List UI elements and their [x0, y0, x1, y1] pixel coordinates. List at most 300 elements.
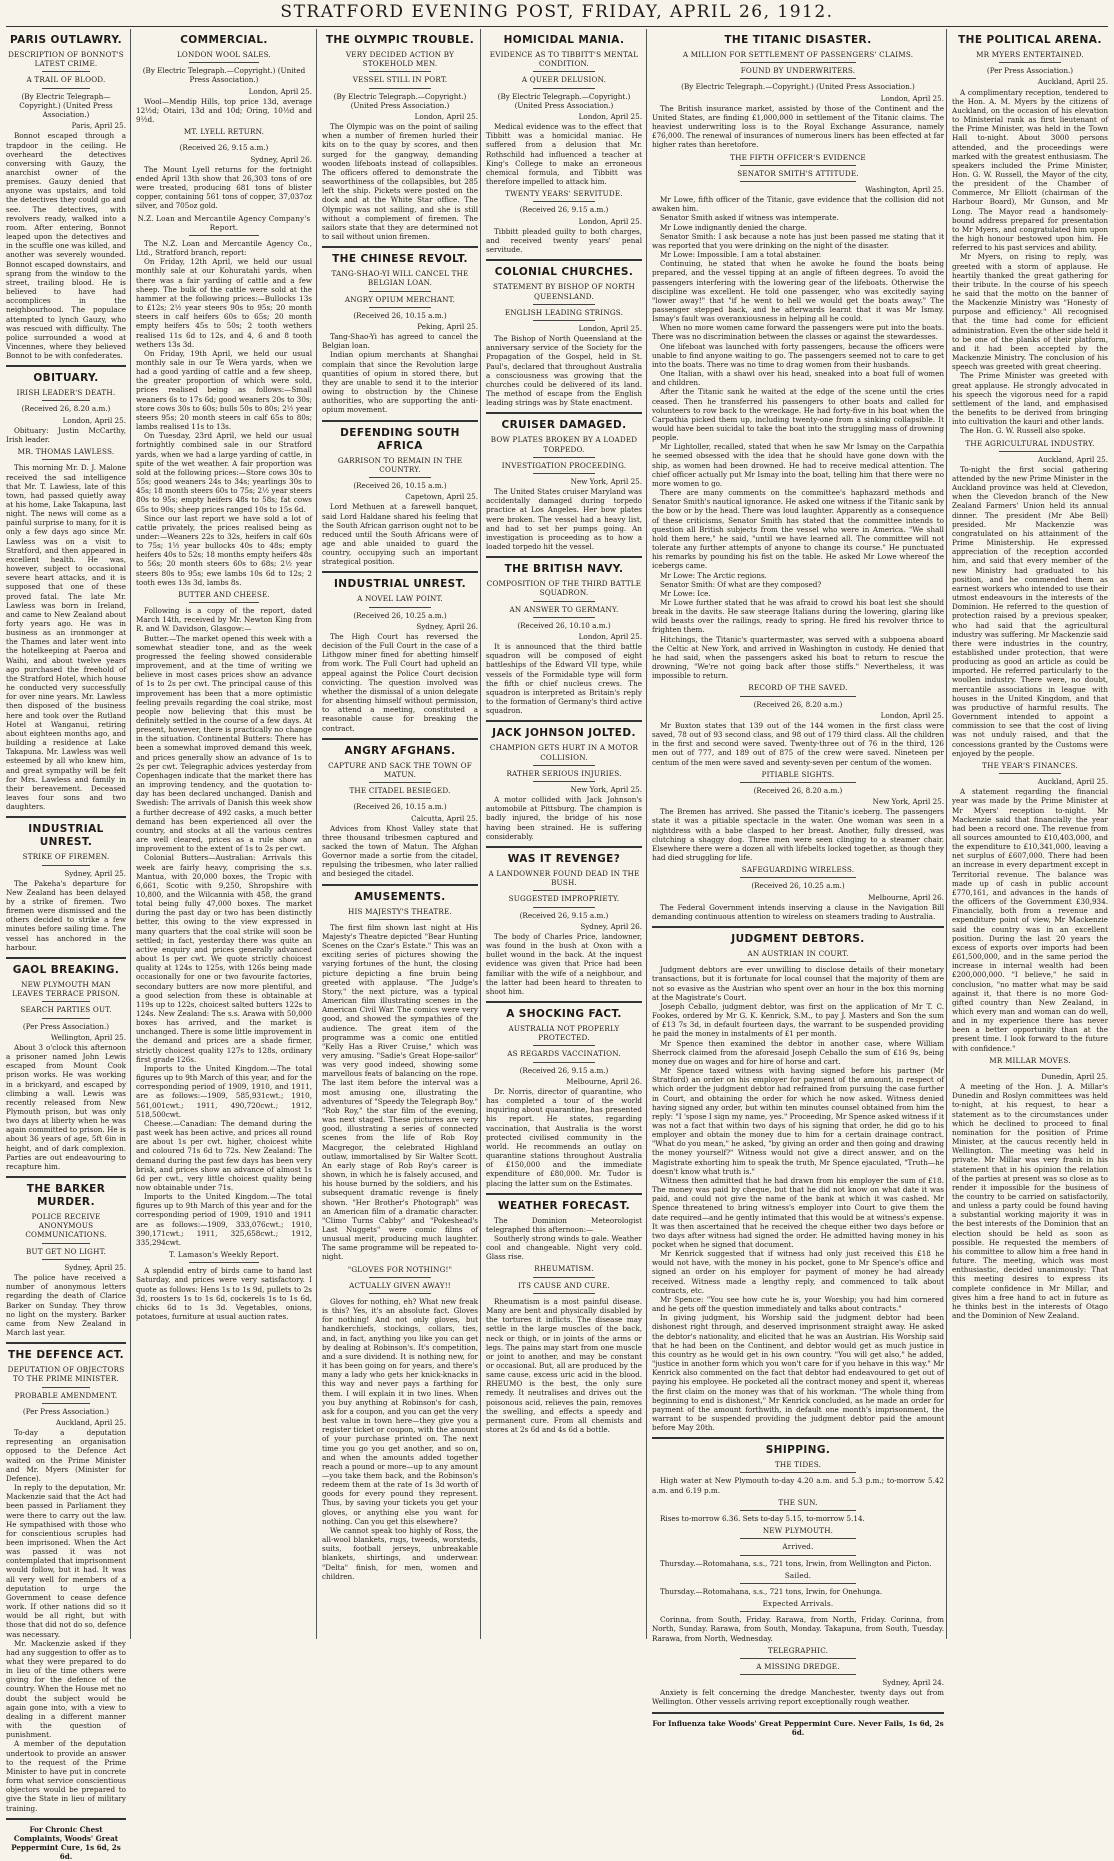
subheading-rule [533, 1293, 595, 1294]
article [136, 1250, 312, 1321]
article-subheading: FOUND BY UNDERWRITERS. [740, 66, 856, 76]
subheading-rule [369, 1293, 431, 1294]
article-subheading: N.Z. Loan and Mercantile Agency Company's Report. [137, 213, 311, 232]
article-paragraph: A motor collided with Jack Johnson's automobile at Pittsburg. The champion is badly injured, the bridge of his nose having been strained. He is suffering considerably. [486, 795, 642, 841]
article-paragraph: Thursday.—Rotomahana, s.s., 721 tons, Irwin, from Wellington and Picton. [660, 1558, 932, 1568]
subheading-rule [533, 907, 595, 908]
article-dateline: Melbourne, April 26. [868, 892, 944, 902]
subheading-rule [42, 1018, 90, 1019]
article-subheading: EVIDENCE AS TO TIBBITT'S MENTAL CONDITION. [489, 50, 639, 69]
article-subheading: AN AUSTRIAN IN COURT. [747, 949, 849, 959]
article-paragraph: Rises to-morrow 6.36. Sets to-day 5.15, to-morrow 5.14. [660, 1514, 865, 1523]
article-headline: WAS IT REVENGE? [507, 852, 621, 865]
article-source: (Received 26, 8.20 a.m.) [753, 699, 843, 709]
article-paragraph: Colonial Butters—Australian: Arrivals this week are fairly heavy, comprising the s.s. Mantua, with 20,000 boxes, the Tropic with 6,661, Scotic with 9,250, Shropshire with 10,800, and the Wilcannia with 458, the grand total being fully 47,000 boxes. The market during the past day or two has been distinctly better, this owing to the view expressed in many quarters that the coal strike will soon be settled; in fact, yesterday there was quite an active enquiry and prices generally advanced about 1s per cwt. We quote strictly choicest quality at 124s to 125s, with 126s being made occasionally for one or two favourite factories, secondary butters are now more plentiful, and a good selection from these is obtainable at 119s up to 122s, choicest salted butters 122s to 124s. New Zealand: The s.s. Arawa with 50,000 boxes has arrived, and the market is unchanged. There is some little improvement in the demand and prices are a shade firmer, strictly choicest quality 127s to 128s, ordinary first grade 126s. [136, 853, 312, 1064]
article-paragraph: A member of the deputation undertook to provide an answer to the request of the Prime Minister to have put in concrete form what service conscientious objectors would be prepared to give the State in lieu of military training. [6, 1739, 126, 1813]
subheading-rule [369, 607, 431, 608]
subheading-rule [189, 1262, 259, 1263]
article-paragraph: Senator Smith asked if witness was intemperate. [660, 213, 839, 223]
article-paragraph: On Friday, 12th April, we held our usual monthly sale at our Kohuratahi yards, when there was a fair yarding of cattle and a few sheep. The bulk of the cattle were sold at the hammer at the following prices:—Bullocks 13s to £12s; 2½ year steers 90s to 95s; 20 month steers in calf heifers 60s to 65s; 20 month empty heifers 45s to 50s; 2 tooth wethers realised 11s 6d to 12s, and 4, 6 and 8 tooth wethers 13s 3d. [136, 257, 312, 349]
subheading-rule [740, 877, 857, 878]
article-dateline: Sydney, April 26. [250, 154, 312, 164]
article-subheading: CAPTURE AND SACK THE TOWN OF MATUN. [328, 760, 472, 779]
article [6, 34, 126, 360]
article-paragraph: Continuing, he stated that when he awoke he found the boats being prepared, and the vessel tipping at an angle of fifteen degrees. To avoid the passengers interfering with the lowering gear of the lifeboats. Otherwise the discipline was excellent. He told one passenger, who was excitedly saying "lower away!" that "if he went to hell we would get the boats away." The passenger stepped back, and he afterwards learnt that it was Mr Ismay. Ismay's fault was overanxiousness in helping all he could. [652, 259, 944, 324]
subheading-rule [189, 139, 259, 140]
article-paragraph: Obituary: Justin McCarthy, Irish leader. [6, 425, 126, 444]
subheading-rule [533, 890, 595, 891]
article-subheading: THE FIFTH OFFICER'S EVIDENCE [730, 152, 866, 162]
article-paragraph: Mr Buxton states that 139 out of the 144 women in the first class were saved, 78 out of 93 second class, and 98 out of 179 third class. All the children in the first and second were saved. Twenty-three out of 76 in the third, 126 men out of 777, and 189 out of 875 of the crew were saved. Nineteen per centum of the men were saved and seventy-seven per centum of the women. [652, 720, 944, 767]
masthead-rule [6, 26, 1108, 27]
article [952, 34, 1108, 436]
article-subheading: THE CITADEL BESIEGED. [349, 786, 451, 796]
article [952, 439, 1108, 758]
article-source: (Received 26, 10.10 a.m.) [517, 620, 611, 630]
article-subheading: VESSEL STILL IN PORT. [352, 75, 448, 85]
article-separator [652, 1712, 944, 1714]
subheading-rule [189, 62, 259, 63]
article [652, 1437, 944, 1495]
subheading-rule [999, 62, 1061, 63]
article-subheading: TELEGRAPHIC. [767, 1645, 829, 1655]
article-dateline: Dunedin, April 25. [1041, 1071, 1108, 1081]
article-dateline: Paris, April 25. [71, 121, 126, 131]
article-paragraph: Imports to the United Kingdom.—The total figures up to 9th March of this year and for the corresponding period of 1909, 1910 and 1911 are as follows:—1909, 333,076cwt.; 1910, 390,171cwt.; 1911, 325,658cwt.; 1912, 335,294cwt. [136, 1192, 312, 1247]
article-subheading: ACTUALLY GIVEN AWAY!! [349, 1280, 451, 1290]
subheading-rule [369, 919, 431, 920]
article-subheading: RECORD OF THE SAVED. [748, 683, 848, 693]
article-source: (By Electric Telegraph.—Copyright.) (United Press Association.) [497, 91, 631, 110]
article-subheading: DEPUTATION OF OBJECTORS TO THE PRIME MINISTER. [7, 1365, 125, 1384]
article-dateline: Melbourne, April 26. [566, 1076, 642, 1086]
article-source: (Per Press Association.) [986, 66, 1074, 76]
article-paragraph: After the Titanic sank he waited at the edge of the scene until the cries ceased. Then he transferred his passengers to other boats and called for volunteers to row back to the wreckage. He had forty-five in his boat when the Carpathia picked them up, including twenty-one from a sinking collapsible. It would have been suicidal to take the boat into the struggling mass of drowning people. [652, 387, 944, 443]
article [652, 1646, 944, 1707]
article-headline: THE POLITICAL ARENA. [958, 34, 1102, 46]
article-subheading: AUSTRALIA NOT PROPERLY PROTECTED. [508, 1024, 620, 1043]
article [486, 556, 642, 715]
article [322, 1265, 478, 1581]
article-subheading: DESCRIPTION OF BONNOT'S LATEST CRIME. [8, 50, 124, 69]
article-separator [322, 738, 478, 740]
article-source: (Per Press Association.) [22, 1021, 110, 1031]
article-subheading: ANGRY OPIUM MERCHANT. [344, 294, 456, 304]
article-subheading: THE TIDES. [774, 1460, 822, 1470]
article-paragraph: It is announced that the third battle squadron will be composed of eight battleships of the Edward VII type, while vessels of the Formidable type will form the fifth or chief nucleus crews. The squadron is interpreted as Britain's reply to the formation of Germany's third active squadron. [486, 642, 642, 716]
article-source: (Received 26, 9.15 a.m.) [519, 1065, 609, 1075]
subheading-rule [42, 1001, 90, 1002]
article-dateline: New York, April 25. [570, 785, 642, 794]
article-paragraph: There are many comments on the committee's haphazard methods and Senator Smith's nautical ignorance. He asked one witness if the Titanic sank by the bow or by the head. There was loud laughter. Apparently as a consequence of these criticisms, Senator Smith has stated that the committee intends to question all British subjects from the vessel who were in America. "We shall hold them here," he said, "until we have learned all. The committee will not tolerate any further attempts of anyone to change its course." He punctuated his remarks by pounding his fist on the table. He asked Mr Lowe whereof the icebergs came. [652, 488, 944, 571]
column-4 [486, 29, 642, 1639]
article-source: (By Electric Telegraph.—Copyright.) (United Press Association.) [142, 66, 306, 85]
article-separator [6, 1342, 126, 1344]
article-source: (Per Press Association.) [22, 1406, 110, 1416]
article [486, 1001, 642, 1188]
subheading-rule [533, 601, 595, 602]
subheading-rule [533, 617, 595, 618]
article [486, 34, 642, 186]
article-paragraph: Senator Smith: Of what are they composed? [660, 579, 822, 589]
article-paragraph: Lord Methuen at a farewell banquet, said Lord Haldane shared his feeling that the South African garrison ought not to be reduced until the South Africans were of age and able unaided to guard the country, occupying such an important strategical position. [322, 502, 478, 567]
article-paragraph: Cheese.—Canadian: The demand during the past week has been active, and prices all round are about 1s per cwt. higher, choicest white and coloured 71s 6d to 72s. New Zealand: The demand during the past few days has been very brisk, and prices show an advance of almost 1s 6d per cwt., very little choicest quality being now obtainable under 71s. [136, 1118, 312, 1192]
article-subheading: MT. LYELL RETURN. [183, 127, 265, 137]
subheading-rule [740, 165, 857, 166]
article-dateline: London, April 25. [578, 216, 642, 226]
article-source: (By Electric Telegraph.—Copyright.) (United Press Association.) [681, 82, 915, 92]
article-subheading: NEW PLYMOUTH. [762, 1526, 834, 1536]
column-6 [952, 29, 1108, 1639]
subheading-rule [369, 1277, 431, 1278]
article-paragraph: The Mount Lyell returns for the fortnight ended April 13th show that 26,303 tons of ore were treated, producing 681 tons of blister copper, containing 561 tons of copper, 37,037oz silver, and 705oz gold. [136, 164, 312, 211]
subheading-rule [740, 696, 857, 697]
subheading-rule [740, 961, 857, 962]
subheading-rule [42, 865, 90, 866]
article-separator [322, 420, 478, 422]
article-separator [652, 1437, 944, 1439]
article-paragraph: Mr Spence taxed witness with having signed before his partner (Mr Stratford) an order on his employer for payment of the amount, in respect of which order the judgment debtor had refrained from pursuing the case further in Court, and obtaining the order for which he now asked. Witness denied having signed any order, but within ten minutes counsel obtained from him the reply: "I 'spose I sign my name, yes." Proceeding, Mr Spence asked witness if it was not a fact that within two days of his signing that order, he did go to his employer and obtain the money due to him for a certain drainage contract. "What do you mean," he asked, "by giving an order and then going and drawing the money yourself?" Witness would not give a direct answer, and on the Magistrate exhorting him to speak the truth, Mr Spence ejaculated, "Truth—he doesn't know what truth is." [652, 1066, 944, 1176]
article-paragraph: The Hon. G. W. Russell also spoke. [960, 426, 1086, 436]
subheading-rule [533, 201, 595, 202]
article [486, 1264, 642, 1434]
article-paragraph: A splendid entry of birds came to hand last Saturday, and prices were very satisfactory. I quote as follows: Hens 1s to 1s 9d, pullets to 2s 3d, roosters 1s to 1s 6d, cockerels 1s to 1s 6d, chicks 6d to 1s 3d. Vegetables, onions, potatoes, furniture at usual auction rates. [136, 1266, 312, 1322]
article-separator [6, 1818, 126, 1820]
masthead: STRATFORD EVENING POST, FRIDAY, APRIL 26, 1912. [280, 2, 834, 22]
article-paragraph: The British insurance market, assisted by those of the Continent and the United States, are finding £1,000,000 in settlement of the Titanic claims. The heaviest underwriting loss is to the Royal Exchange Assurance, namely £76,000. The renewal of insurances of numerous liners has been effected at far higher rates than heretofore. [652, 103, 944, 150]
article-subheading: STATEMENT BY BISHOP OF NORTH QUEENSLAND. [493, 282, 635, 301]
article-subheading: ITS CAUSE AND CURE. [518, 1280, 610, 1290]
article-headline: JACK JOHNSON JOLTED. [492, 727, 636, 740]
article-source: (Received 26, 8.20 a.m.) [753, 785, 843, 795]
article [322, 884, 478, 1262]
article-headline: THE BARKER MURDER. [26, 1183, 106, 1209]
article-paragraph: The Federal Government intends inserving a clause in the Navigation Bill demanding continuous attention to wireless on steamers trading to Australia. [652, 902, 944, 921]
subheading-rule [533, 473, 595, 474]
article-paragraph: We cannot speak too highly of Ross, the all-wool blankets, rugs, tweeds, worsteds, suits, football jerseys, unbreakable blankets, shirtings, and underwear. "Delta" finish, for men, women and children. [322, 1525, 478, 1581]
article-source: (Received 26, 10.25 a.m.) [353, 610, 447, 620]
article-dateline: Sydney, April 25. [64, 868, 126, 878]
article-paragraph: The Dominion Meteorologist telegraphed this afternoon:— [486, 1215, 642, 1234]
article [952, 761, 1108, 1053]
subheading-rule [189, 235, 259, 236]
column-5 [652, 29, 944, 1737]
article-headline: AMUSEMENTS. [354, 890, 446, 903]
article-source: (Received 26, 10.15 a.m.) [353, 802, 447, 812]
article-paragraph: One lifeboat was launched with forty passengers, because the officers were unable to find anyone waiting to go. The passengers seemed not to care to get into the boats. There was no time to drag women from their husbands. [652, 341, 944, 369]
article-headline: HOMICIDAL MANIA. [503, 34, 625, 46]
article [136, 127, 312, 210]
article-subheading: PITIABLE SIGHTS. [761, 769, 835, 779]
article-source: (Received 26, 10.15 a.m.) [353, 480, 447, 490]
subheading-rule [740, 181, 857, 182]
article-headline: OBITUARY. [33, 372, 99, 385]
article-paragraph: The first film shown last night at His Majesty's Theatre depicted "Bear Hunting Scenes on the Czar's Estate." This was an exciting series of pictures showing the varying fortunes of the hunt, the closing picture depicting a fine bruin being greeted with applause. "The Judge's Story," the next picture, was a typical American film illustrating scenes in the American Civil War. The comics were very good, and showed the sympathies of the audience. The great item of the programme was a comic one entitled "Kelly Has a River Cruise," which was very amusing. "Sadie's Great Hope-sailor" was very good indeed, showing some marvellous feats of balancing on the rope. The last item before the interval was a most amusing one, illustrating the adventures of "Speedy the Telegraph Boy." "Rob Roy," the star film of the evening, was next staged. These pictures are very good, illustrating a series of connected scenes from the life of Rob Roy Macgregor, the celebrated Highland outlaw, immortalised by Sir Walter Scott. An early stage of Rob Roy's career is shown, in which he is falsely accused, and his house burned by the soldiers, and his subsequent dramatic revenge is finely shown. "Her Brother's Photograph" was an American film of a dramatic character. "Climo Turns Cabby" and "Pokeshead's Last Nuggets" were comic films of unusual merit, producing much laughter. The same programme will be repeated to-night. [322, 922, 478, 1262]
article-subheading: AN ANSWER TO GERMANY. [509, 604, 619, 614]
article-paragraph: Mr Spence then examined the debtor in another case, where William Sherrock claimed from the aforesaid Joseph Ceballo the sum of £16 9s, being money due on wages and for hire of horse and cart. [652, 1038, 944, 1066]
article [6, 816, 126, 952]
article-dateline: Calcutta, April 25. [411, 813, 478, 823]
article-dateline: Sydney, April 24. [882, 1678, 944, 1688]
article-subheading: MR MYERS ENTERTAINED. [976, 50, 1084, 59]
subheading-rule [740, 1538, 857, 1539]
column-1 [6, 29, 126, 1861]
article-source: (Received 26, 10.15 a.m.) [353, 310, 447, 320]
article-subheading: MR. THOMAS LAWLESS. [17, 447, 115, 457]
article-separator [486, 720, 642, 722]
article-subheading: THE YEAR'S FINANCES. [982, 760, 1078, 770]
article-separator [6, 816, 126, 818]
subheading-rule [740, 1555, 857, 1556]
article [322, 246, 478, 414]
article-headline: A SHOCKING FACT. [506, 1008, 622, 1020]
article-separator [486, 556, 642, 558]
article-dateline: London, April 25. [578, 323, 642, 333]
article-dateline: London, April 25. [880, 93, 944, 103]
article-subheading: SAFEGUARDING WIRELESS. [741, 865, 855, 875]
article-separator [322, 246, 478, 248]
article-subheading: T. Lamason's Weekly Report. [169, 1250, 279, 1260]
article [652, 1571, 944, 1596]
subheading-rule [533, 1062, 595, 1063]
article-paragraph: Dr. Norris, director of quarantine, who has completed a tour of the world inquiring about quarantine, has presented his report. He states, regarding vaccination, that Australia is the worst protected civilised community in the world. He recommends an outlay on quarantine stations throughout Australia of £150,000 and the immediate expenditure of £80,000. Mr. Tudor is placing the latter sum on the Estimates. [486, 1086, 642, 1188]
article-paragraph: On Tuesday, 23rd April, we held our usual fortnightly combined sale in our Stratford yards, when we had a large yarding of cattle, in spite of the wet weather. A fair proportion was sold at the following prices:—Store cows 30s to 55s; good weaners 24s to 34s; yearlings 30s to 45s; 18 month steers 60s to 75s; 2½ year steers 80s to 95s; empty heifers 48s to 58s; fat cows 65s to 90s; sheep prices ranged 10s to 15s 6d. [136, 431, 312, 514]
article-paragraph: Tang-Shao-Yi has agreed to cancel the Belgian loan. [322, 332, 478, 351]
article-headline: INDUSTRIAL UNREST. [28, 823, 104, 849]
article-subheading: IRISH LEADER'S DEATH. [16, 388, 116, 398]
article [136, 590, 312, 1247]
article-paragraph: Mr Lowe: Impossible. I am a total abstainer. [660, 250, 822, 260]
article-paragraph: Indian opium merchants at Shanghai complain that since the Revolution large quantities of opium in stored there, but they are unable to send it to the interior owing to obstruction by the Chinese authorities, who are supporting the anti-opium movement. [322, 350, 478, 415]
article-subheading: Sailed. [784, 1570, 812, 1580]
article-subheading: STRIKE OF FIREMEN. [22, 852, 110, 862]
article-subheading: Arrived. [782, 1542, 814, 1552]
article-paragraph: The Bishop of North Queensland at the anniversary service of the Society for the Propagation of the Gospel, held in St. Paul's, declared that throughout Australia a consciousness was growing that the churches could be delivered of its land. The method of escape from the English leading strings was by State enactment. [486, 334, 642, 408]
article-paragraph: Advices from Khost Valley state that three thousand tribesmen captured and sacked the town of Matun. The Afghan Governor made a sortie from the citadel, repulsing the tribesmen, who later rallied and besieged the citadel. [322, 823, 478, 879]
article-headline: COMMERCIAL. [180, 34, 268, 46]
article-paragraph: Rheumatism is a most painful disease. Many are bent and physically disabled by the tortures it inflicts. The disease may settle in the large muscles of the back, neck or thigh, or in joints of the arms or legs. The pains may start from one muscle or joint to another, and may be constant or occasional. But, all are produced by the same cause, excess uric acid in the blood. RHEUMO is the best, the only sure remedy. It neutralises and drives out the poisonous acid, relieves the pain, removes the swelling, and effects a speedy and permanent cure. From all chemists and stores at 2s 6d and 4s 6d a bottle. [486, 1296, 642, 1435]
article-paragraph: Judgment debtors are ever unwilling to disclose details of their monetary transactions, but it is fortunate for local counsel that the majority of them are not so evasive as the Austrian who spent over an hour in the box this morning at the Magistrate's Court. [652, 965, 944, 1002]
subheading-rule [740, 782, 857, 783]
article-subheading: SEARCH PARTIES OUT. [20, 1005, 112, 1015]
article-headline: THE CHINESE REVOLT. [332, 253, 468, 266]
subheading-rule [740, 1658, 857, 1659]
article-dateline: Washington, April 25. [865, 184, 944, 194]
article-source: (Received 26, 8.20 a.m.) [21, 404, 111, 414]
subheading-rule [369, 798, 431, 799]
article-separator [6, 957, 126, 959]
article-dateline: Auckland, April 25. [1037, 777, 1108, 787]
subheading-rule [533, 1045, 595, 1046]
subheading-rule [369, 782, 431, 783]
article-subheading: SUGGESTED IMPROPRIETY. [508, 894, 620, 904]
article-dateline: Auckland, April 25. [55, 1417, 126, 1427]
article [322, 34, 478, 241]
article-subheading: A TRAIL OF BLOOD. [26, 75, 106, 85]
article-headline: THE DEFENCE ACT. [7, 1349, 125, 1362]
article-dateline: Auckland, April 25. [1037, 77, 1108, 87]
article-dateline: Wellington, April 25. [50, 1032, 126, 1042]
article-dateline: Auckland, April 25. [1037, 454, 1108, 464]
subheading-rule [369, 477, 431, 478]
article-paragraph: Thursday.—Rotomahana, s.s., 721 tons, Irwin, for Onehunga. [660, 1586, 883, 1596]
article-paragraph: On Friday, 19th April, we held our usual monthly sale in our Te Wera yards, when we had a good yarding of cattle and a few sheep, the greater proportion of which were sold, prices realised being as follows:—Small weaners 6s to 17s 6d; good weaners 20s to 30s; store cows 30s to 60s; bulls 50s to 80s; 2½ year steers 95s; 20 month steers in calf 65s to 80s; lambs realised 11s to 13s. [136, 348, 312, 432]
subheading-rule [42, 88, 90, 89]
article-headline: INDUSTRIAL UNREST. [333, 578, 466, 591]
article-paragraph: Mr Lowe: Ice. [660, 588, 711, 598]
subheading-rule [999, 451, 1061, 452]
article-paragraph: The N.Z. Loan and Mercantile Agency Co., Ltd., Stratford branch, report: [136, 238, 312, 258]
subheading-rule [533, 304, 595, 305]
article-source: (Received 26, 9.15 a.m.) [519, 205, 609, 215]
article [952, 1056, 1108, 1320]
subheading-rule [42, 459, 90, 460]
article-headline: WEATHER FORECAST. [497, 1199, 631, 1212]
article-paragraph: The High Court has reversed the decision of the Full Court in the case of a Lithgow miner fined for abetting himself from work. The Full Court had upheld an appeal against the Police Court decision convicting. The question involved was whether the dismissal of a union delegate for absenting himself without permission, to attend a meeting, constituted a reasonable cause for breaking the contract. [322, 632, 478, 733]
article-paragraph: One Italian, with a shawl over his head, sneaked into a boat full of women and children. [652, 369, 944, 388]
article-paragraph: High water at New Plymouth to-day 4.20 a.m. and 5.3 p.m.; to-morrow 5.42 a.m. and 6.19 p.m. [652, 1476, 944, 1495]
article-separator [6, 365, 126, 367]
article-paragraph: Mr Lowe, fifth officer of the Titanic, gave evidence that the collision did not awaken him. [652, 195, 944, 214]
subheading-rule [42, 1403, 90, 1404]
article-paragraph: Tibbitt pleaded guilty to both charges, and received twenty years' penal servitude. [486, 226, 642, 255]
article-source: (Received 26, 10.25 a.m.) [751, 881, 845, 891]
article-paragraph: Gloves for nothing, eh? What new freak is this? Yes, it's an absolute fact. Gloves for nothing! And not only gloves, but handkerchiefs, stockings, collars, ties, and, in fact, anything you like you can get by dealing at Robinson's. It's competition, and a sure dividend. It is nothing new, for it has been going on for years, and there's many a lady who gets her knick-knacks in this way and never pays a farthing for them. I will explain it in two lines. When you buy anything at Robinson's for cash, ask for a coupon, and you can get the very best value in town here—they give you a register ticket or coupon, with the amount of your purchase printed on. The next time you go you get another, and so on, and when the amounts added together reach a pound or more—up to any amount—you take them back, and the Robinson's redeem them at the rate of 1s 3d worth of goods for every pound they represent. Thus, by saving your tickets you get your gloves, or anything else you want for nothing. Can you get this elsewhere? [322, 1297, 478, 1526]
article-headline: SHIPPING. [765, 1444, 831, 1457]
article [136, 34, 312, 124]
footer-advertisement: For Influenza take Woods' Great Peppermint Cure. Never Fails, 1s 6d, 2s 6d. [652, 1718, 944, 1737]
subheading-rule [533, 71, 595, 72]
article-paragraph: To-day a deputation representing an organisation opposed to the Defence Act waited on the Prime Minister and Mr. Myers (Minister for Defence). [6, 1428, 126, 1483]
article [322, 738, 478, 879]
article-subheading: PROBABLE AMENDMENT. [14, 1390, 118, 1400]
article-subheading: RATHER SERIOUS INJURIES. [506, 768, 622, 778]
article-subheading: BOW PLATES BROKEN BY A LOADED TORPEDO. [490, 435, 638, 454]
subheading-rule [740, 1583, 857, 1584]
article [6, 1176, 126, 1337]
article-paragraph: Following is a copy of the report, dated March 14th, received by Mr. Newton King from R. and W. Davidson, Glasgow:— [136, 606, 312, 634]
article-separator [486, 259, 642, 261]
article-paragraph: Bonnot escaped through a trapdoor in the ceiling. He overheard the detectives conversing with Gauzy, the anarchist owner of the premises. Gauzy denied that anyone was upstairs, and told the detectives they could go and see. The detectives, with revolvers ready, walked into a room. After entering, Bonnot leaped upon the detectives and in the scuffle one was killed, and another was severely wounded. Bonnot escaped downstairs, and sprang from the window to the street, trailing blood. He is believed to have had accomplices in the neighbourhood. The populace attempted to lynch Gauzy, who was rescued with difficulty. The police surrounded a wood at Vincennes, where they believed Bonnot to be with confederates. [6, 131, 126, 361]
article-subheading: HIS MAJESTY'S THEATRE. [348, 906, 452, 916]
subheading-rule [533, 1277, 595, 1278]
article-paragraph: Mr Lowe further stated that he was afraid to crowd his boat lest she should break in the davits. He saw steerage Italians during the lowering, glaring like wild beasts over the railings, ready to spring. He fired his revolver thrice to frighten them. [652, 597, 944, 635]
article-source: (By Electric Telegraph—Copyright.) (United Press Association.) [19, 91, 113, 120]
footer-advertisement: For Chronic Chest Complaints, Woods' Great Peppermint Cure, 1s 6d, 2s 6d. [11, 1824, 121, 1861]
article-headline: PARIS OUTLAWRY. [10, 34, 122, 46]
article [652, 683, 944, 766]
article [652, 1526, 944, 1568]
subheading-rule [533, 88, 595, 89]
article-dateline: Sydney, April 25. [64, 1262, 126, 1272]
article-subheading: VERY DECIDED ACTION BY STOKEHOLD MEN. [345, 50, 455, 69]
article-dateline: London, April 25. [578, 631, 642, 641]
article-paragraph: Mr Lowe: The Arctic regions. [660, 570, 767, 580]
subheading-rule [740, 78, 857, 79]
article-subheading: THE SUN. [778, 1497, 818, 1507]
article [652, 926, 944, 1432]
article-paragraph: When no more women came forward the passengers were put into the boats. There was no discrimination between the classes or against the stewardesses. [652, 323, 944, 342]
article-paragraph: Southerly strong winds to gale. Weather cool and changeable. Night very cold. Glass rise. [486, 1234, 642, 1262]
article-subheading: ENGLISH LEADING STRINGS. [504, 307, 624, 317]
article-subheading: A NOVEL LAW POINT. [357, 594, 443, 604]
article-subheading: BUTTER AND CHEESE. [178, 589, 270, 599]
article-paragraph: A complimentary reception, tendered to the Hon. A. M. Myers by the citizens of Auckland, on the occasion of his elevation to Ministerial rank as first lieutenant of the Prime Minister, was held in the Town Hall to-night. About 3000 persons attended, and the proceedings were marked with the greatest enthusiasm. The speakers included the Prime Minister, Hon. G. W. Russell, the Mayor of the city, the president of the Chamber of Commerce, Mr Elliott (chairman of the Harbour Board), Mr Gunson, and Mr Long. The Mayor read a handsomely-bound address prepared for presentation to Mr Myers, and congratulated him upon the high honour bestowed upon him. He referred to his past services and ability. [952, 87, 1108, 253]
subheading-rule [740, 1674, 857, 1675]
subheading-rule [533, 781, 595, 782]
article-headline: COLONIAL CHURCHES. [494, 266, 634, 279]
article-subheading: Expected Arrivals. [762, 1599, 834, 1609]
article [652, 34, 944, 150]
subheading-rule [740, 62, 857, 63]
article-paragraph: To-night the first social gathering attended by the new Prime Minister in the Auckland province was held at Clevedon, when the Clevedon branch of the New Zealand Farmers' Union held its annual dinner. The president (Mr Abe Bell) presided. Mr Mackenzie was congratulated on his attainment of the Prime Ministership. He expressed appreciation of the reception accorded him, and said that every member of the new Ministry had graduated to his position, and he commended them as earnest workers who intended to use their utmost endeavours in the interests of the Dominion. He referred to the question of protection raised by a previous speaker, who had said that the agricultural industry was suffering. Mr Mackenzie said there were industries in the country, established under protection, that were producing as good an article as could be imported. He referred particularly to the woollen industry. There were, no doubt, mercantile associations in league with houses in the United Kingdom, and that was productive of harmful results. The Government intended to appoint a commission to see that the cost of living was not unduly raised, and that the concessions granted by the Customs were enjoyed by the people. [952, 464, 1108, 758]
article-paragraph: Corinna, from South, Friday. Rarawa, from North, Friday. Corinna, from North, Sunday. Rarawa, from South, Monday. Takapuna, from South, Tuesday. Rarawa, from North, Wednesday. [652, 1615, 944, 1643]
article-source: (By Electric Telegraph.—Copyright.) (United Press Association.) [333, 91, 467, 110]
article-paragraph: The police have received a number of anonymous letters regarding the death of Clarice Barker on Sunday. They throw no light on the mystery. Barker came from New Zealand in March last year. [6, 1273, 126, 1337]
article-paragraph: Mr Lowe indignantly denied the charge. [660, 222, 807, 232]
article [486, 720, 642, 841]
article-subheading: RHEUMATISM. [534, 1264, 594, 1274]
article [6, 365, 126, 444]
article-paragraph: Witness then admitted that he had drawn from his employer the sum of £18. The money was paid by cheque, but that he did not know on what date it was paid, and could not give the name of the bank at which it was cashed. Mr Spence threatened to bring witness's employer into Court to give them the date required—and he gently intimated that this would be at witness's expense. It was then ascertained that he received the cheque either two days before or two days after witness had signed the order. He admitted having money in his pocket when he signed that document. [652, 1175, 944, 1249]
article-paragraph: The Prime Minister was greeted with great applause. He strongly advocated in his speech the vigorous need for a rapid settlement of the land, and emphasised the benefits to be derived from bringing into cultivation the kauri and other lands. [952, 371, 1108, 427]
article-dateline: New York, April 25. [570, 476, 642, 486]
subheading-rule [42, 1387, 90, 1388]
article-subheading: BUT GET NO LIGHT. [26, 1246, 106, 1256]
article-subheading: GARRISON TO REMAIN IN THE COUNTRY. [337, 455, 463, 474]
article-paragraph: Since our last report we have sold a lot of cattle privately, the prices realised being as under:—Weaners 22s to 32s, heifers in calf 60s to 75s; 1½ year bullocks 40s to 48s; empty heifers 40s to 52s; 18 months empty heifers 48s to 56s; 20 month steers 60s to 68s; 2½ year steers 80s to 95s; ewe lambs 10s 6d to 12s; 2 tooth ewes 13s 3d, lambs 8s. [136, 513, 312, 587]
subheading-rule [999, 773, 1061, 774]
article-subheading: A MILLION FOR SETTLEMENT OF PASSENGERS' CLAIMS. [682, 50, 914, 59]
subheading-rule [369, 71, 431, 72]
subheading-rule [533, 320, 595, 321]
article-paragraph: About 3 o'clock this afternoon a prisoner named John Lewis escaped from Mount Cook prison works. He was working in a brickyard, and escaped by climbing a wall. Lewis was recently released from New Plymouth prison, but was only two days at liberty when he was again committed to prison. He is about 36 years of age, 5ft 6in in height, and of dark complexion. Parties are out endeavouring to recapture him. [6, 1042, 126, 1171]
article-subheading: MR MILLAR MOVES. [989, 1055, 1071, 1065]
article-headline: DEFENDING SOUTH AFRICA [340, 426, 460, 452]
subheading-rule [999, 1068, 1061, 1069]
article-subheading: COMPOSITION OF THE THIRD BATTLE SQUADRON. [486, 579, 642, 598]
article-source: (Received 26, 9.15 a.m.) [519, 910, 609, 920]
article-subheading: CHAMPION GETS HURT IN A MOTOR COLLISION. [489, 743, 639, 762]
article-subheading: AS REGARDS VACCINATION. [507, 1049, 621, 1059]
article-paragraph: Mr. Mackenzie asked if they had any suggestion to offer as to what they were prepared to do in lieu of the time others were giving for the defence of the country. When the House met no doubt the subject would be again gone into, with a view to dealing in a different manner with the question of punishment. [6, 1638, 126, 1740]
article-subheading: SENATOR SMITH'S ATTITUDE. [737, 168, 859, 178]
article [652, 153, 944, 681]
article-headline: THE TITANIC DISASTER. [724, 34, 872, 46]
article-source: (Received 26, 9.15 a.m.) [179, 143, 269, 153]
article [652, 770, 944, 863]
article-dateline: London, April 25. [248, 86, 312, 96]
article-subheading: LONDON WOOL SALES. [176, 50, 272, 59]
article-subheading: POLICE RECEIVE ANONYMOUS COMMUNICATIONS. [25, 1212, 107, 1240]
article-separator [322, 571, 478, 573]
article-headline: THE OLYMPIC TROUBLE. [325, 34, 475, 46]
article [486, 846, 642, 996]
subheading-rule [369, 88, 431, 89]
article-paragraph: Butter.—The market opened this week with a somewhat steadier tone, and as the week progressed the feeling showed considerable improvement, and at the time of writing we believe in most cases prices show an advance of 1s to 2s per cwt. The principal cause of this improvement has been that a more optimistic feeling prevails regarding the coal strike, most people now believing that this must be definitely settled in the course of a few days. At present, however, there is practically no change in the situation. Continental Butters: There has been a somewhat improved demand this week, and prices generally show an advance of 1s to 2s per cwt. Telegraphic advices yesterday from Copenhagen indicate that the market there has an improving tendency, and the quotation to-day has been declared unchanged. Danish and Swedish: The arrivals of Danish this week show a further decrease of 492 casks, a much better demand has been experienced all over the country, and stocks at all the various centres are well cleared, prices as a rule show an improvement to the extent of 1s to 2s per cwt. [136, 633, 312, 854]
article-dateline: London, April 25. [880, 710, 944, 720]
subheading-rule [533, 457, 595, 458]
article-paragraph: The body of Charles Price, landowner, was found in the bush at Oxon with a bullet wound in the back. At the inquest evidence was given that Price had been familiar with the wife of a neighbour, and the latter had been heard to threaten to shoot him. [486, 931, 642, 996]
article-dateline: Peking, April 25. [417, 322, 478, 332]
article [136, 214, 312, 587]
article-subheading: TWENTY YEARS' SERVITUDE. [505, 189, 623, 199]
article-paragraph: Mr Myers, on rising to reply, was greeted with a storm of applause. He heartily thanked the great gathering for their tribute. In the course of his speech he said that the motto on the banner of the Mackenzie Ministry was "Honesty of purpose and efficiency." All recognised that the time had come for efficient administration. Even the other side held it to be one of the planks of their platform, and it had been accepted by the Mackenzie Ministry. The conclusion of his speech was greeted with great cheering. [952, 252, 1108, 372]
article-headline: ANGRY AFGHANS. [344, 744, 456, 757]
article [6, 957, 126, 1171]
article [486, 412, 642, 551]
article [486, 189, 642, 254]
